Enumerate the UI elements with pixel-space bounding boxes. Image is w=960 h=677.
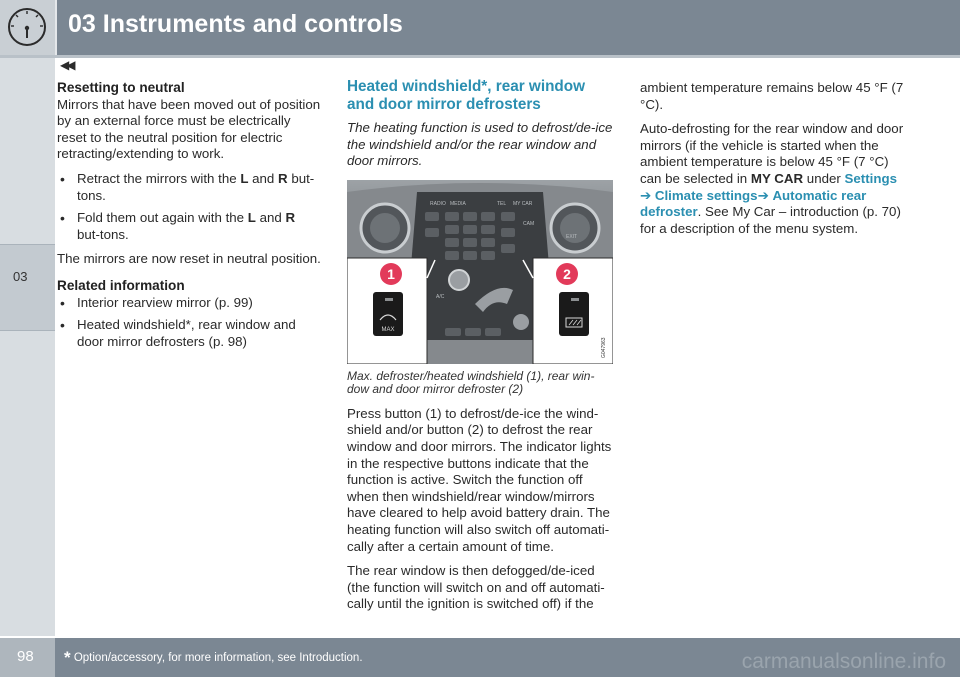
related-info-list (57, 295, 321, 351)
column-2 (347, 80, 613, 621)
figure-caption: Max. defroster/heated windshield (1), rear win-dow and door mirror defroster (2) (347, 368, 595, 396)
console-label: EXIT (566, 233, 578, 240)
control-panel-figure (347, 180, 613, 364)
defroster-paragraph-1: Press button (1) to defrost/de-ice the wind-shield and/or button (2) to defrost the rear window and door mirrors. The indicator lights in the respective buttons indicate that the function is active. Switch the function off when then windshield/rear window/mirrors have cleared to help avoid battery drain. The heating function will also switch off automati-cally after a certain amount of time. (347, 405, 612, 554)
console-label: MY CAR (513, 200, 533, 207)
chapter-tab[interactable] (0, 244, 55, 331)
column-1 (57, 80, 321, 358)
figure-id: G047963 (601, 337, 607, 358)
callout-1-label: 1 (387, 265, 395, 282)
console-label: MEDIA (450, 200, 466, 207)
neutral-paragraph: The mirrors are now reset in neutral position. (57, 251, 321, 267)
console-label: TEL (497, 200, 507, 207)
ambient-paragraph: ambient temperature remains below 45 °F (7 °C). (640, 80, 904, 112)
intro-paragraph: The heating function is used to defrost/de-ice the windshield and/or the rear window and door mirrors. (347, 120, 613, 169)
climate-settings-link[interactable]: Climate settings (654, 187, 758, 203)
footnote-text: Option/accessory, for more information, see Introduction. (73, 652, 363, 664)
related-link[interactable]: • Heated windshield*, rear window and door mirror defrosters (p. 98) (57, 317, 321, 350)
page-title: 03 Instruments and controls (68, 10, 403, 38)
chapter-sidebar (0, 58, 55, 636)
section-heading-defrosters: Heated windshield*, rear window and door mirror defrosters (347, 78, 585, 113)
settings-link[interactable]: Settings (844, 170, 897, 186)
auto-defrost-paragraph: Auto-defrosting for the rear window and door mirrors (if the vehicle is started when the ambient temperature is below 45 °F (7 °C) can be selected in MY CAR under Settings ➔ Climate settings➔ Automatic rear defroster. See My Car – introduction (p. 70) for a description of the menu system. (640, 121, 904, 236)
footnote (64, 648, 363, 668)
arrow-icon: ➔ (640, 187, 652, 203)
page-header (0, 0, 960, 58)
callout-2-label: 2 (563, 265, 571, 282)
page-footer (0, 638, 960, 677)
console-label: CAM (523, 220, 535, 227)
defroster-paragraph-2: The rear window is then defogged/de-iced (the function will switch on and off automati-cally until the ignition is switched off) if the (347, 563, 605, 612)
list-item: • Fold them out again with the L and R but-tons. (57, 210, 321, 243)
rear-defroster-button (559, 292, 589, 336)
list-item: • Retract the mirrors with the L and R but-tons. (57, 171, 321, 204)
related-info-heading: Related information (57, 277, 185, 293)
console-label: A/C (436, 293, 445, 300)
page-number-box (0, 638, 55, 677)
resetting-steps (57, 171, 321, 243)
control-panel-illustration (347, 180, 613, 364)
back-icon[interactable]: ◀◀ (60, 58, 73, 72)
watermark: carmanualsonline.info (741, 650, 946, 673)
gauge-icon (0, 0, 57, 55)
page-number: 98 (17, 648, 34, 665)
footnote-star: * (64, 648, 71, 667)
section-heading-resetting: Resetting to neutral (57, 80, 185, 95)
column-3 (640, 80, 908, 245)
resetting-paragraph: Mirrors that have been moved out of position by an external force must be electrically reset to the neutral position for electric retracting/extending to work. (57, 96, 321, 162)
related-link[interactable]: • Interior rearview mirror (p. 99) (57, 295, 321, 312)
chapter-tab-label: 03 (13, 269, 28, 284)
arrow-icon: ➔ (757, 187, 769, 203)
max-label: MAX (381, 326, 395, 333)
max-defroster-button (373, 292, 403, 336)
console-label: RADIO (430, 200, 446, 207)
automatic-rear-defroster-link[interactable]: Automatic rear defroster (640, 187, 867, 220)
